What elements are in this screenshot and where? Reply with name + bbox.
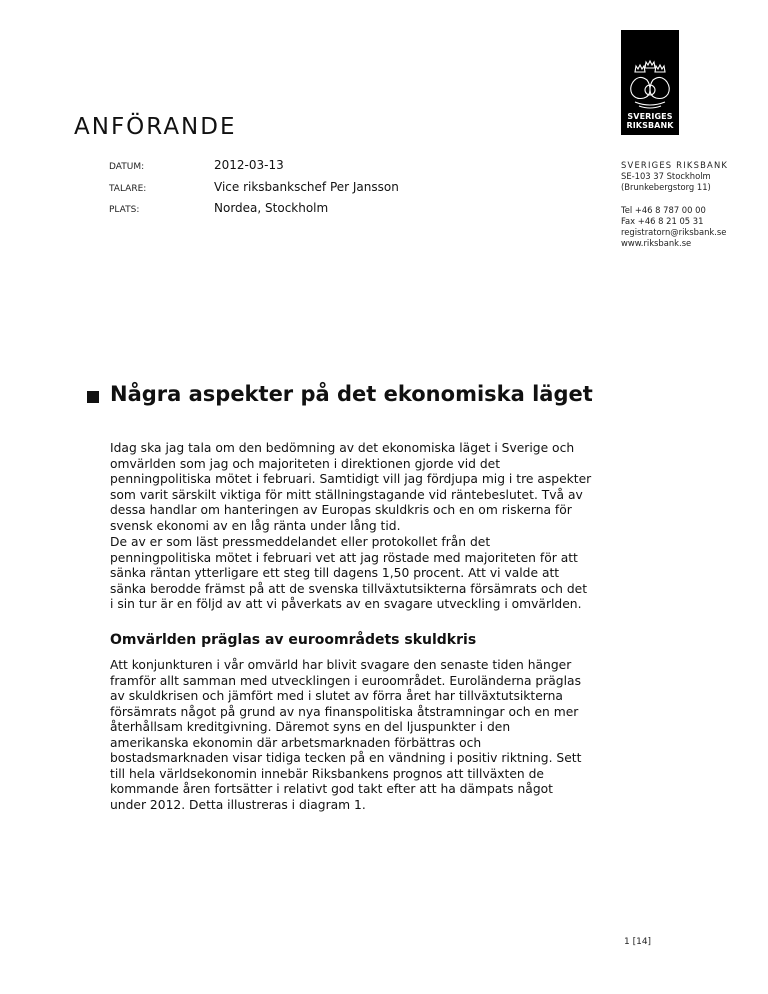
- meta-value-place: Nordea, Stockholm: [214, 201, 329, 215]
- address-tel: Tel +46 8 787 00 00: [621, 205, 706, 215]
- address-visit: (Brunkebergstorg 11): [621, 182, 711, 192]
- address-org: SVERIGES RIKSBANK: [621, 160, 729, 170]
- paragraph-1: Idag ska jag tala om den bedömning av det ekonomiska läget i Sverige och omvärlden som jag och majoriteten i direktionen gjorde vid det penningpolitiska mötet i februari. Samtidigt vill jag fördjupa mig i tre aspekter som varit särskilt viktiga för mitt ställningstagande vid räntebeslutet. Två av dessa handlar om hanteringen av Europas skuldkris och en om riskerna för svensk ekonomi av en låg ränta under lång tid.: [110, 441, 592, 533]
- speech-title: Några aspekter på det ekonomiska läget: [110, 382, 593, 406]
- logo-line-2: RIKSBANK: [626, 121, 674, 130]
- meta-label-speaker: TALARE:: [109, 184, 147, 194]
- paragraph-2: De av er som läst pressmeddelandet eller protokollet från det penningpolitiska mötet i februari vet att jag röstade med majoriteten för att sänka räntan ytterligare ett steg till dagens 1,50 procent. Att vi valde att sänka berodde främst på att de svenska tillväxtutsikterna försämrats och det i sin tur är en följd av att vi påverkats av en svagare utveckling i omvärlden.: [110, 535, 588, 611]
- heading-bullet-icon: [87, 391, 99, 403]
- section-subheading: Omvärlden präglas av euroområdets skuldkris: [110, 632, 477, 648]
- meta-value-speaker: Vice riksbankschef Per Jansson: [214, 180, 399, 194]
- riksbank-logo: [621, 30, 679, 135]
- logo-line-1: SVERIGES: [627, 112, 673, 121]
- address-web: www.riksbank.se: [621, 238, 692, 248]
- document-type-heading: ANFÖRANDE: [74, 114, 237, 140]
- meta-value-date: 2012-03-13: [214, 158, 284, 172]
- address-street: SE-103 37 Stockholm: [621, 171, 711, 181]
- page-number: 1 [14]: [624, 937, 652, 947]
- meta-label-place: PLATS:: [109, 205, 140, 215]
- meta-label-date: DATUM:: [109, 162, 145, 172]
- address-email: registratorn@riksbank.se: [621, 227, 727, 237]
- address-fax: Fax +46 8 21 05 31: [621, 216, 704, 226]
- paragraph-3: Att konjunkturen i vår omvärld har blivit svagare den senaste tiden hänger framför allt samman med utvecklingen i euroområdet. Euroländerna präglas av skuldkrisen och jämfört med i slutet av förra året har tillväxtutsikterna försämrats något på grund av nya finanspolitiska åtstramningar och en mer återhållsam kreditgivning. Däremot syns en del ljuspunkter i den amerikanska ekonomin där arbetsmarknaden förbättras och bostadsmarknaden visar tidiga tecken på en vändning i positiv riktning. Sett till hela världsekonomin innebär Riksbankens prognos att tillväxten de kommande åren fortsätter i relativt god takt efter att ha dämpats något under 2012. Detta illustreras i diagram 1.: [110, 658, 582, 812]
